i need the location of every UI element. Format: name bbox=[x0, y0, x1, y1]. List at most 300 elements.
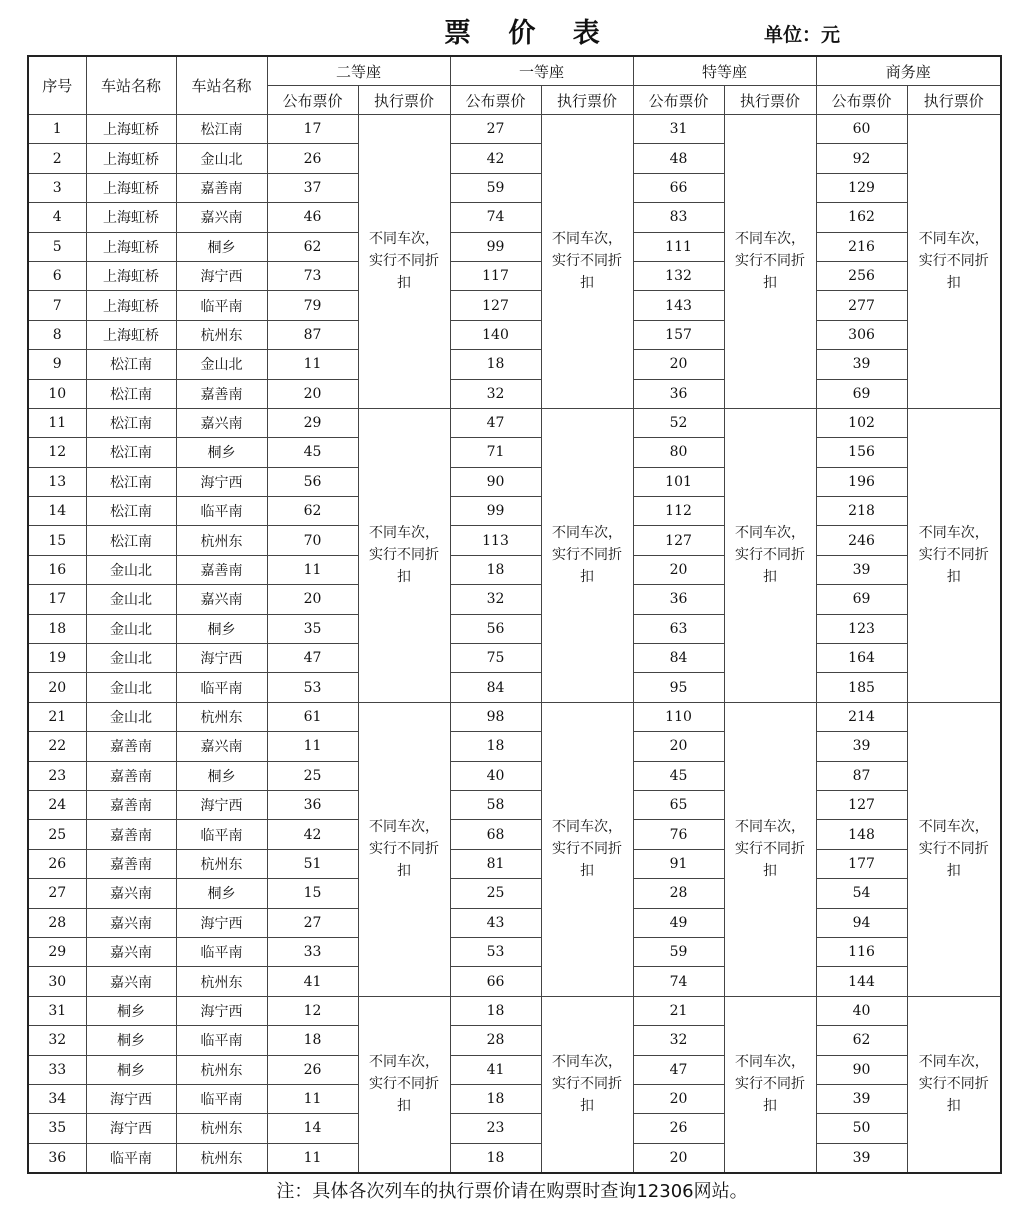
published-price-premium: 31 bbox=[633, 115, 724, 144]
table-row bbox=[28, 115, 1001, 144]
published-price-business: 246 bbox=[816, 526, 907, 555]
published-price-first: 43 bbox=[450, 908, 541, 937]
executed-price-text: 不同车次，实行不同折扣 bbox=[552, 525, 623, 586]
published-price-second: 26 bbox=[267, 144, 358, 173]
published-price-business: 164 bbox=[816, 644, 907, 673]
row-to-station: 临平南 bbox=[176, 820, 267, 849]
table-row bbox=[28, 232, 1001, 261]
row-to-station: 海宁西 bbox=[176, 467, 267, 496]
published-price-first: 32 bbox=[450, 379, 541, 408]
published-price-premium: 127 bbox=[633, 526, 724, 555]
executed-price-text: 不同车次，实行不同折扣 bbox=[552, 1054, 623, 1115]
row-to-station: 金山北 bbox=[176, 350, 267, 379]
published-price-second: 70 bbox=[267, 526, 358, 555]
table-row bbox=[28, 526, 1001, 555]
row-from-station: 嘉善南 bbox=[86, 849, 176, 878]
executed-price-note-business bbox=[907, 996, 1001, 1173]
row-to-station: 海宁西 bbox=[176, 790, 267, 819]
published-price-first: 18 bbox=[450, 996, 541, 1025]
published-price-first: 81 bbox=[450, 849, 541, 878]
published-price-first: 71 bbox=[450, 438, 541, 467]
published-price-second: 11 bbox=[267, 1084, 358, 1113]
row-seq: 34 bbox=[28, 1084, 86, 1113]
published-price-business: 177 bbox=[816, 849, 907, 878]
published-price-business: 102 bbox=[816, 408, 907, 437]
row-seq: 20 bbox=[28, 673, 86, 702]
published-price-second: 47 bbox=[267, 644, 358, 673]
executed-price-text: 不同车次，实行不同折扣 bbox=[735, 819, 806, 880]
row-from-station: 临平南 bbox=[86, 1143, 176, 1173]
published-price-second: 35 bbox=[267, 614, 358, 643]
published-price-premium: 80 bbox=[633, 438, 724, 467]
published-price-second: 33 bbox=[267, 937, 358, 966]
published-price-second: 11 bbox=[267, 555, 358, 584]
row-to-station: 嘉善南 bbox=[176, 173, 267, 202]
published-price-second: 11 bbox=[267, 350, 358, 379]
published-price-first: 98 bbox=[450, 702, 541, 731]
published-price-second: 15 bbox=[267, 879, 358, 908]
row-seq: 17 bbox=[28, 585, 86, 614]
published-price-first: 113 bbox=[450, 526, 541, 555]
published-price-second: 27 bbox=[267, 908, 358, 937]
published-price-first: 25 bbox=[450, 879, 541, 908]
published-price-second: 29 bbox=[267, 408, 358, 437]
row-seq: 14 bbox=[28, 497, 86, 526]
table-row bbox=[28, 761, 1001, 790]
published-price-premium: 32 bbox=[633, 1026, 724, 1055]
published-price-business: 69 bbox=[816, 585, 907, 614]
executed-price-text: 不同车次，实行不同折扣 bbox=[552, 231, 623, 292]
row-seq: 28 bbox=[28, 908, 86, 937]
published-price-first: 74 bbox=[450, 203, 541, 232]
executed-price-text: 不同车次，实行不同折扣 bbox=[552, 819, 623, 880]
table-body bbox=[28, 115, 1001, 1174]
header-executed-price: 执行票价 bbox=[907, 86, 1001, 115]
published-price-premium: 47 bbox=[633, 1055, 724, 1084]
header-published-price: 公布票价 bbox=[450, 86, 541, 115]
published-price-business: 129 bbox=[816, 173, 907, 202]
row-seq: 5 bbox=[28, 232, 86, 261]
row-to-station: 嘉兴南 bbox=[176, 203, 267, 232]
row-to-station: 嘉善南 bbox=[176, 379, 267, 408]
published-price-first: 140 bbox=[450, 320, 541, 349]
published-price-first: 84 bbox=[450, 673, 541, 702]
published-price-premium: 26 bbox=[633, 1114, 724, 1143]
table-row bbox=[28, 497, 1001, 526]
row-to-station: 海宁西 bbox=[176, 261, 267, 290]
published-price-business: 60 bbox=[816, 115, 907, 144]
fare-table bbox=[27, 55, 1002, 1174]
published-price-first: 47 bbox=[450, 408, 541, 437]
table-row bbox=[28, 1055, 1001, 1084]
row-seq: 31 bbox=[28, 996, 86, 1025]
row-seq: 35 bbox=[28, 1114, 86, 1143]
published-price-first: 28 bbox=[450, 1026, 541, 1055]
row-from-station: 嘉善南 bbox=[86, 732, 176, 761]
row-to-station: 桐乡 bbox=[176, 761, 267, 790]
row-seq: 9 bbox=[28, 350, 86, 379]
published-price-premium: 84 bbox=[633, 644, 724, 673]
published-price-premium: 20 bbox=[633, 350, 724, 379]
row-seq: 7 bbox=[28, 291, 86, 320]
published-price-business: 162 bbox=[816, 203, 907, 232]
published-price-first: 68 bbox=[450, 820, 541, 849]
published-price-business: 156 bbox=[816, 438, 907, 467]
published-price-second: 73 bbox=[267, 261, 358, 290]
published-price-first: 66 bbox=[450, 967, 541, 996]
row-from-station: 桐乡 bbox=[86, 1026, 176, 1055]
row-seq: 4 bbox=[28, 203, 86, 232]
executed-price-note-first bbox=[541, 408, 633, 702]
published-price-second: 11 bbox=[267, 1143, 358, 1173]
executed-price-note-second bbox=[358, 996, 450, 1173]
header-published-price: 公布票价 bbox=[633, 86, 724, 115]
published-price-business: 214 bbox=[816, 702, 907, 731]
published-price-second: 20 bbox=[267, 379, 358, 408]
published-price-premium: 112 bbox=[633, 497, 724, 526]
row-to-station: 杭州东 bbox=[176, 526, 267, 555]
row-seq: 24 bbox=[28, 790, 86, 819]
published-price-business: 62 bbox=[816, 1026, 907, 1055]
published-price-second: 79 bbox=[267, 291, 358, 320]
published-price-premium: 36 bbox=[633, 379, 724, 408]
published-price-first: 27 bbox=[450, 115, 541, 144]
published-price-first: 117 bbox=[450, 261, 541, 290]
row-from-station: 松江南 bbox=[86, 497, 176, 526]
published-price-second: 42 bbox=[267, 820, 358, 849]
row-to-station: 嘉兴南 bbox=[176, 408, 267, 437]
published-price-first: 18 bbox=[450, 1143, 541, 1173]
published-price-business: 54 bbox=[816, 879, 907, 908]
table-row bbox=[28, 790, 1001, 819]
published-price-business: 87 bbox=[816, 761, 907, 790]
executed-price-note-premium bbox=[724, 996, 816, 1173]
executed-price-note-first bbox=[541, 115, 633, 409]
row-to-station: 杭州东 bbox=[176, 849, 267, 878]
published-price-business: 39 bbox=[816, 1084, 907, 1113]
table-row bbox=[28, 291, 1001, 320]
published-price-business: 39 bbox=[816, 555, 907, 584]
published-price-business: 69 bbox=[816, 379, 907, 408]
published-price-business: 40 bbox=[816, 996, 907, 1025]
unit-label: 单位：元 bbox=[764, 24, 841, 46]
header-executed-price: 执行票价 bbox=[541, 86, 633, 115]
executed-price-text: 不同车次，实行不同折扣 bbox=[735, 231, 806, 292]
published-price-business: 144 bbox=[816, 967, 907, 996]
executed-price-note-premium bbox=[724, 115, 816, 409]
row-seq: 10 bbox=[28, 379, 86, 408]
published-price-business: 185 bbox=[816, 673, 907, 702]
row-to-station: 杭州东 bbox=[176, 1055, 267, 1084]
row-to-station: 临平南 bbox=[176, 291, 267, 320]
published-price-business: 39 bbox=[816, 1143, 907, 1173]
row-from-station: 金山北 bbox=[86, 644, 176, 673]
table-row bbox=[28, 467, 1001, 496]
table-row bbox=[28, 937, 1001, 966]
executed-price-text: 不同车次，实行不同折扣 bbox=[918, 525, 989, 586]
row-from-station: 松江南 bbox=[86, 408, 176, 437]
published-price-premium: 20 bbox=[633, 555, 724, 584]
published-price-premium: 45 bbox=[633, 761, 724, 790]
row-seq: 2 bbox=[28, 144, 86, 173]
executed-price-note-premium bbox=[724, 702, 816, 996]
published-price-premium: 83 bbox=[633, 203, 724, 232]
published-price-premium: 143 bbox=[633, 291, 724, 320]
published-price-premium: 36 bbox=[633, 585, 724, 614]
published-price-first: 18 bbox=[450, 732, 541, 761]
row-seq: 3 bbox=[28, 173, 86, 202]
header-from-station: 车站名称 bbox=[86, 56, 176, 115]
published-price-premium: 66 bbox=[633, 173, 724, 202]
row-from-station: 金山北 bbox=[86, 702, 176, 731]
published-price-second: 37 bbox=[267, 173, 358, 202]
table-row bbox=[28, 1143, 1001, 1173]
published-price-premium: 95 bbox=[633, 673, 724, 702]
published-price-business: 39 bbox=[816, 732, 907, 761]
row-to-station: 嘉兴南 bbox=[176, 585, 267, 614]
published-price-first: 53 bbox=[450, 937, 541, 966]
header-executed-price: 执行票价 bbox=[358, 86, 450, 115]
table-row bbox=[28, 849, 1001, 878]
table-row bbox=[28, 702, 1001, 731]
row-to-station: 临平南 bbox=[176, 497, 267, 526]
row-seq: 21 bbox=[28, 702, 86, 731]
row-to-station: 临平南 bbox=[176, 1084, 267, 1113]
row-from-station: 桐乡 bbox=[86, 996, 176, 1025]
published-price-business: 196 bbox=[816, 467, 907, 496]
table-row bbox=[28, 261, 1001, 290]
row-from-station: 上海虹桥 bbox=[86, 115, 176, 144]
executed-price-note-second bbox=[358, 702, 450, 996]
published-price-business: 39 bbox=[816, 350, 907, 379]
row-seq: 26 bbox=[28, 849, 86, 878]
row-to-station: 嘉善南 bbox=[176, 555, 267, 584]
table-row bbox=[28, 320, 1001, 349]
published-price-second: 26 bbox=[267, 1055, 358, 1084]
published-price-first: 90 bbox=[450, 467, 541, 496]
table-row bbox=[28, 555, 1001, 584]
published-price-business: 50 bbox=[816, 1114, 907, 1143]
row-from-station: 金山北 bbox=[86, 555, 176, 584]
row-seq: 16 bbox=[28, 555, 86, 584]
row-from-station: 嘉兴南 bbox=[86, 937, 176, 966]
row-seq: 18 bbox=[28, 614, 86, 643]
executed-price-text: 不同车次，实行不同折扣 bbox=[369, 525, 439, 586]
executed-price-note-second bbox=[358, 408, 450, 702]
header-to-station: 车站名称 bbox=[176, 56, 267, 115]
published-price-first: 32 bbox=[450, 585, 541, 614]
published-price-business: 127 bbox=[816, 790, 907, 819]
row-from-station: 上海虹桥 bbox=[86, 232, 176, 261]
row-to-station: 杭州东 bbox=[176, 320, 267, 349]
executed-price-note-first bbox=[541, 996, 633, 1173]
row-from-station: 嘉善南 bbox=[86, 761, 176, 790]
table-row bbox=[28, 996, 1001, 1025]
table-row bbox=[28, 173, 1001, 202]
row-from-station: 上海虹桥 bbox=[86, 144, 176, 173]
published-price-business: 123 bbox=[816, 614, 907, 643]
published-price-business: 218 bbox=[816, 497, 907, 526]
published-price-second: 41 bbox=[267, 967, 358, 996]
row-to-station: 金山北 bbox=[176, 144, 267, 173]
row-seq: 32 bbox=[28, 1026, 86, 1055]
table-row bbox=[28, 1026, 1001, 1055]
table-row bbox=[28, 673, 1001, 702]
published-price-second: 14 bbox=[267, 1114, 358, 1143]
executed-price-note-premium bbox=[724, 408, 816, 702]
row-seq: 29 bbox=[28, 937, 86, 966]
published-price-second: 51 bbox=[267, 849, 358, 878]
header-seq: 序号 bbox=[28, 56, 86, 115]
row-from-station: 金山北 bbox=[86, 585, 176, 614]
executed-price-text: 不同车次，实行不同折扣 bbox=[369, 819, 439, 880]
published-price-second: 25 bbox=[267, 761, 358, 790]
published-price-business: 90 bbox=[816, 1055, 907, 1084]
row-seq: 6 bbox=[28, 261, 86, 290]
row-seq: 22 bbox=[28, 732, 86, 761]
row-seq: 23 bbox=[28, 761, 86, 790]
header-class-second: 二等座 bbox=[267, 56, 450, 86]
published-price-premium: 20 bbox=[633, 1084, 724, 1113]
published-price-second: 36 bbox=[267, 790, 358, 819]
table-row bbox=[28, 144, 1001, 173]
table-row bbox=[28, 379, 1001, 408]
header-class-business: 商务座 bbox=[816, 56, 1001, 86]
row-seq: 36 bbox=[28, 1143, 86, 1173]
published-price-premium: 76 bbox=[633, 820, 724, 849]
row-seq: 8 bbox=[28, 320, 86, 349]
row-seq: 11 bbox=[28, 408, 86, 437]
published-price-premium: 157 bbox=[633, 320, 724, 349]
table-row bbox=[28, 820, 1001, 849]
published-price-premium: 132 bbox=[633, 261, 724, 290]
table-row bbox=[28, 732, 1001, 761]
published-price-second: 20 bbox=[267, 585, 358, 614]
table-row bbox=[28, 438, 1001, 467]
row-from-station: 金山北 bbox=[86, 673, 176, 702]
table-row bbox=[28, 879, 1001, 908]
row-to-station: 杭州东 bbox=[176, 1143, 267, 1173]
published-price-premium: 91 bbox=[633, 849, 724, 878]
table-row bbox=[28, 1114, 1001, 1143]
published-price-first: 58 bbox=[450, 790, 541, 819]
published-price-premium: 48 bbox=[633, 144, 724, 173]
header-executed-price: 执行票价 bbox=[724, 86, 816, 115]
published-price-second: 18 bbox=[267, 1026, 358, 1055]
row-from-station: 嘉善南 bbox=[86, 790, 176, 819]
published-price-premium: 101 bbox=[633, 467, 724, 496]
table-row bbox=[28, 585, 1001, 614]
executed-price-text: 不同车次，实行不同折扣 bbox=[369, 231, 439, 292]
row-to-station: 临平南 bbox=[176, 937, 267, 966]
row-from-station: 松江南 bbox=[86, 379, 176, 408]
published-price-second: 53 bbox=[267, 673, 358, 702]
row-from-station: 海宁西 bbox=[86, 1114, 176, 1143]
header-published-price: 公布票价 bbox=[267, 86, 358, 115]
published-price-first: 42 bbox=[450, 144, 541, 173]
published-price-first: 75 bbox=[450, 644, 541, 673]
published-price-second: 45 bbox=[267, 438, 358, 467]
published-price-business: 148 bbox=[816, 820, 907, 849]
row-from-station: 松江南 bbox=[86, 467, 176, 496]
row-to-station: 松江南 bbox=[176, 115, 267, 144]
published-price-premium: 59 bbox=[633, 937, 724, 966]
published-price-second: 46 bbox=[267, 203, 358, 232]
footnote: 注：具体各次列车的执行票价请在购票时查询12306网站。 bbox=[276, 1181, 748, 1202]
published-price-business: 116 bbox=[816, 937, 907, 966]
row-to-station: 杭州东 bbox=[176, 967, 267, 996]
row-seq: 19 bbox=[28, 644, 86, 673]
published-price-first: 59 bbox=[450, 173, 541, 202]
published-price-first: 18 bbox=[450, 555, 541, 584]
row-from-station: 嘉善南 bbox=[86, 820, 176, 849]
row-to-station: 海宁西 bbox=[176, 908, 267, 937]
published-price-premium: 111 bbox=[633, 232, 724, 261]
executed-price-text: 不同车次，实行不同折扣 bbox=[918, 819, 989, 880]
published-price-first: 18 bbox=[450, 350, 541, 379]
published-price-premium: 52 bbox=[633, 408, 724, 437]
executed-price-note-second bbox=[358, 115, 450, 409]
published-price-premium: 63 bbox=[633, 614, 724, 643]
row-from-station: 松江南 bbox=[86, 350, 176, 379]
published-price-business: 277 bbox=[816, 291, 907, 320]
published-price-business: 306 bbox=[816, 320, 907, 349]
row-from-station: 上海虹桥 bbox=[86, 320, 176, 349]
published-price-premium: 49 bbox=[633, 908, 724, 937]
table-row bbox=[28, 350, 1001, 379]
published-price-second: 62 bbox=[267, 232, 358, 261]
executed-price-note-business bbox=[907, 702, 1001, 996]
executed-price-note-business bbox=[907, 115, 1001, 409]
row-to-station: 临平南 bbox=[176, 673, 267, 702]
published-price-business: 216 bbox=[816, 232, 907, 261]
published-price-second: 62 bbox=[267, 497, 358, 526]
row-to-station: 杭州东 bbox=[176, 702, 267, 731]
executed-price-text: 不同车次，实行不同折扣 bbox=[369, 1054, 439, 1115]
published-price-premium: 21 bbox=[633, 996, 724, 1025]
row-to-station: 海宁西 bbox=[176, 644, 267, 673]
published-price-first: 18 bbox=[450, 1084, 541, 1113]
table-row bbox=[28, 967, 1001, 996]
row-to-station: 桐乡 bbox=[176, 614, 267, 643]
published-price-first: 41 bbox=[450, 1055, 541, 1084]
row-from-station: 上海虹桥 bbox=[86, 173, 176, 202]
header-published-price: 公布票价 bbox=[816, 86, 907, 115]
row-to-station: 桐乡 bbox=[176, 879, 267, 908]
published-price-first: 56 bbox=[450, 614, 541, 643]
published-price-first: 127 bbox=[450, 291, 541, 320]
row-to-station: 嘉兴南 bbox=[176, 732, 267, 761]
published-price-second: 56 bbox=[267, 467, 358, 496]
published-price-second: 11 bbox=[267, 732, 358, 761]
executed-price-note-first bbox=[541, 702, 633, 996]
published-price-second: 12 bbox=[267, 996, 358, 1025]
row-seq: 12 bbox=[28, 438, 86, 467]
executed-price-text: 不同车次，实行不同折扣 bbox=[735, 525, 806, 586]
published-price-premium: 65 bbox=[633, 790, 724, 819]
row-to-station: 桐乡 bbox=[176, 232, 267, 261]
row-from-station: 嘉兴南 bbox=[86, 967, 176, 996]
executed-price-text: 不同车次，实行不同折扣 bbox=[735, 1054, 806, 1115]
row-from-station: 上海虹桥 bbox=[86, 203, 176, 232]
published-price-premium: 74 bbox=[633, 967, 724, 996]
row-from-station: 松江南 bbox=[86, 526, 176, 555]
row-to-station: 海宁西 bbox=[176, 996, 267, 1025]
row-seq: 27 bbox=[28, 879, 86, 908]
row-seq: 15 bbox=[28, 526, 86, 555]
table-row bbox=[28, 1084, 1001, 1113]
header-class-premium: 特等座 bbox=[633, 56, 816, 86]
